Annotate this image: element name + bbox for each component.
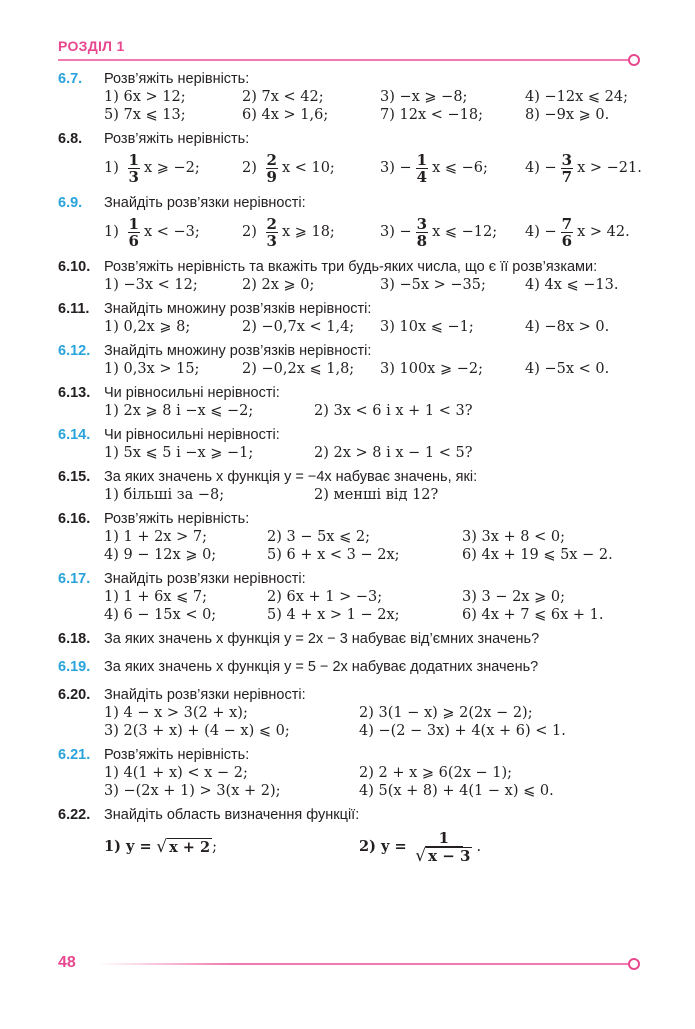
task-item: 1) −3x < 12;: [104, 277, 198, 293]
task-item: 2) 2 + x ⩾ 6(2x − 1);: [359, 765, 513, 781]
page-header: [58, 38, 638, 62]
task-item: 4) − $\frac{7}{6}$ x > 42.: [525, 214, 630, 250]
fraction: $\frac{3}{8}$: [416, 214, 428, 250]
task-number: 6.13.: [58, 385, 91, 401]
task-item: 8) −9x ⩾ 0.: [525, 107, 610, 123]
fraction: $\frac{2}{9}$: [266, 150, 277, 186]
task-number: 6.17.: [58, 571, 91, 587]
task-row: [104, 486, 643, 504]
task-6-7: [58, 70, 643, 124]
task-item: 2) −0,7x < 1,4;: [242, 319, 355, 335]
header-rule: [58, 59, 630, 61]
task-row: [104, 528, 643, 546]
task-item: 1) 4 − x > 3(2 + x);: [104, 705, 248, 721]
task-item: 3) 100x ⩾ −2;: [380, 361, 483, 377]
task-row: [104, 148, 643, 188]
task-item: 2) 7x < 42;: [242, 89, 324, 105]
task-item: 2) 3(1 − x) ⩾ 2(2x − 2);: [359, 705, 533, 721]
task-prompt: Знайдіть розв’язки нерівності:: [104, 195, 306, 211]
task-item: 6) 4x + 19 ⩽ 5x − 2.: [462, 547, 613, 563]
task-prompt: За яких значень x функція y = 2x − 3 набуває від’ємних значень?: [104, 631, 540, 647]
fraction: $\frac{7}{6}$: [561, 214, 573, 250]
task-row: [104, 106, 643, 124]
task-row: [104, 606, 643, 624]
task-number: 6.11.: [58, 301, 90, 317]
task-row: [104, 212, 643, 252]
task-prompt: Знайдіть область визначення функції:: [104, 807, 360, 823]
fraction: $\frac{1}{3}$: [128, 150, 139, 186]
task-row: [104, 402, 643, 420]
page-footer: [58, 950, 638, 980]
task-6-18: [58, 630, 643, 648]
task-item: 4) −12x ⩽ 24;: [525, 89, 628, 105]
task-number: 6.18.: [58, 631, 91, 647]
task-item: 3) −5x > −35;: [380, 277, 486, 293]
task-number: 6.10.: [58, 259, 91, 275]
task-prompt: Розв’яжіть нерівність:: [104, 131, 250, 147]
task-item: 3) −(2x + 1) > 3(x + 2);: [104, 783, 281, 799]
task-number: 6.22.: [58, 807, 91, 823]
task-item: 3) 3x + 8 < 0;: [462, 529, 565, 545]
task-item: 4) 9 − 12x ⩾ 0;: [104, 547, 217, 563]
task-item: 3) 3 − 2x ⩾ 0;: [462, 589, 565, 605]
task-number: 6.8.: [58, 131, 83, 147]
task-row: [104, 764, 643, 782]
task-item: 1) $\frac{1}{3}$ x ⩾ −2;: [104, 150, 200, 186]
task-number: 6.15.: [58, 469, 91, 485]
task-row: [104, 782, 643, 800]
task-row: [104, 546, 643, 564]
task-prompt: Знайдіть розв’язки нерівності:: [104, 571, 306, 587]
task-prompt: Знайдіть множину розв’язків нерівності:: [104, 343, 372, 359]
task-item: 1) 1 + 6x ⩽ 7;: [104, 589, 207, 605]
task-item: 4) 6 − 15x < 0;: [104, 607, 217, 623]
task-item: 2) $\frac{2}{3}$ x ⩾ 18;: [242, 214, 335, 250]
task-item: 4) 4x ⩽ −13.: [525, 277, 619, 293]
task-6-13: [58, 384, 643, 420]
task-number: 6.20.: [58, 687, 91, 703]
task-6-8: [58, 130, 643, 188]
task-number: 6.7.: [58, 71, 83, 87]
task-6-21: [58, 746, 643, 800]
task-prompt: Чи рівносильні нерівності:: [104, 427, 280, 443]
task-number: 6.9.: [58, 195, 83, 211]
task-item: 3) −x ⩾ −8;: [380, 89, 468, 105]
task-item: 5) 6 + x < 3 − 2x;: [267, 547, 400, 563]
task-item: 4) 5(x + 8) + 4(1 − x) ⩽ 0.: [359, 783, 554, 799]
footer-rule-dot-icon: [628, 958, 640, 970]
task-6-17: [58, 570, 643, 624]
task-item: 2) менші від 12?: [314, 487, 439, 503]
task-prompt: Розв’яжіть нерівність:: [104, 747, 250, 763]
task-number: 6.19.: [58, 659, 91, 675]
task-6-14: [58, 426, 643, 462]
task-row: [104, 444, 643, 462]
task-6-20: [58, 686, 643, 740]
task-number: 6.16.: [58, 511, 91, 527]
fraction: $\frac{2}{3}$: [266, 214, 277, 250]
sqrt-expression: √ x + 2: [156, 836, 211, 857]
task-prompt: За яких значень x функція y = −4x набуває значень, які:: [104, 469, 478, 485]
task-item: 2) 3x < 6 і x + 1 < 3?: [314, 403, 473, 419]
exercise-list: [58, 70, 643, 876]
task-number: 6.21.: [58, 747, 91, 763]
task-row: [104, 588, 643, 606]
task-item: 2) −0,2x ⩽ 1,8;: [242, 361, 355, 377]
task-row: [104, 722, 643, 740]
task-number: 6.14.: [58, 427, 91, 443]
task-6-12: [58, 342, 643, 378]
task-row: [104, 360, 643, 378]
task-6-16: [58, 510, 643, 564]
fraction: $\frac{1}{4}$: [416, 150, 428, 186]
task-item: 4) − $\frac{3}{7}$ x > −21.: [525, 150, 642, 186]
task-prompt: Чи рівносильні нерівності:: [104, 385, 280, 401]
task-item: 7) 12x < −18;: [380, 107, 483, 123]
task-item: 1) 5x ⩽ 5 і −x ⩾ −1;: [104, 445, 254, 461]
task-item: 6) 4x + 7 ⩽ 6x + 1.: [462, 607, 604, 623]
task-item: 1) $\frac{1}{6}$ x < −3;: [104, 214, 200, 250]
task-item: 2) $\frac{2}{9}$ x < 10;: [242, 150, 335, 186]
task-item: 1) 4(1 + x) < x − 2;: [104, 765, 248, 781]
task-item: 2) 2x ⩾ 0;: [242, 277, 315, 293]
task-item: 6) 4x > 1,6;: [242, 107, 329, 123]
task-item: 3) 2(3 + x) + (4 − x) ⩽ 0;: [104, 723, 290, 739]
task-6-10: [58, 258, 643, 294]
task-item: 3) 10x ⩽ −1;: [380, 319, 474, 335]
task-prompt: Розв’яжіть нерівність:: [104, 511, 250, 527]
task-prompt: Розв’яжіть нерівність та вкажіть три будь-яких числа, що є її розв’язками:: [104, 259, 598, 275]
page-number: 48: [58, 954, 76, 971]
fraction: 1 √ x − 3: [415, 828, 471, 866]
task-row: [104, 88, 643, 106]
task-item: 1) більші за −8;: [104, 487, 225, 503]
task-prompt: За яких значень x функція y = 5 − 2x набуває додатних значень?: [104, 659, 539, 675]
task-item: 2) 2x > 8 і x − 1 < 5?: [314, 445, 473, 461]
task-item: 3) − $\frac{1}{4}$ x ⩽ −6;: [380, 150, 488, 186]
function-2: 2) y = 1 √ x − 3 .: [359, 828, 482, 866]
task-item: 1) 1 + 2x > 7;: [104, 529, 207, 545]
task-row: [104, 276, 643, 294]
task-item: 1) 0,2x ⩾ 8;: [104, 319, 191, 335]
task-6-22: [58, 806, 643, 870]
task-item: 3) − $\frac{3}{8}$ x ⩽ −12;: [380, 214, 498, 250]
task-row: [104, 704, 643, 722]
task-row: [104, 318, 643, 336]
task-row: [104, 824, 643, 870]
task-number: 6.12.: [58, 343, 91, 359]
task-prompt: Знайдіть розв’язки нерівності:: [104, 687, 306, 703]
task-item: 1) 0,3x > 15;: [104, 361, 200, 377]
task-6-15: [58, 468, 643, 504]
section-label: РОЗДІЛ 1: [58, 38, 125, 54]
task-item: 2) 6x + 1 > −3;: [267, 589, 383, 605]
task-item: 1) 6x > 12;: [104, 89, 186, 105]
header-rule-dot-icon: [628, 54, 640, 66]
footer-rule: [98, 963, 630, 965]
task-prompt: Розв’яжіть нерівність:: [104, 71, 250, 87]
task-item: 4) −(2 − 3x) + 4(x + 6) < 1.: [359, 723, 566, 739]
fraction: $\frac{3}{7}$: [561, 150, 573, 186]
task-prompt: Знайдіть множину розв’язків нерівності:: [104, 301, 372, 317]
task-item: 4) −8x > 0.: [525, 319, 610, 335]
fraction: $\frac{1}{6}$: [128, 214, 139, 250]
function-1: 1) y = √ x + 2 ;: [104, 836, 217, 857]
task-item: 5) 4 + x > 1 − 2x;: [267, 607, 400, 623]
task-item: 2) 3 − 5x ⩽ 2;: [267, 529, 370, 545]
task-6-9: [58, 194, 643, 252]
task-6-19: [58, 658, 643, 676]
task-item: 4) −5x < 0.: [525, 361, 610, 377]
task-6-11: [58, 300, 643, 336]
task-item: 5) 7x ⩽ 13;: [104, 107, 186, 123]
task-item: 1) 2x ⩾ 8 і −x ⩽ −2;: [104, 403, 254, 419]
